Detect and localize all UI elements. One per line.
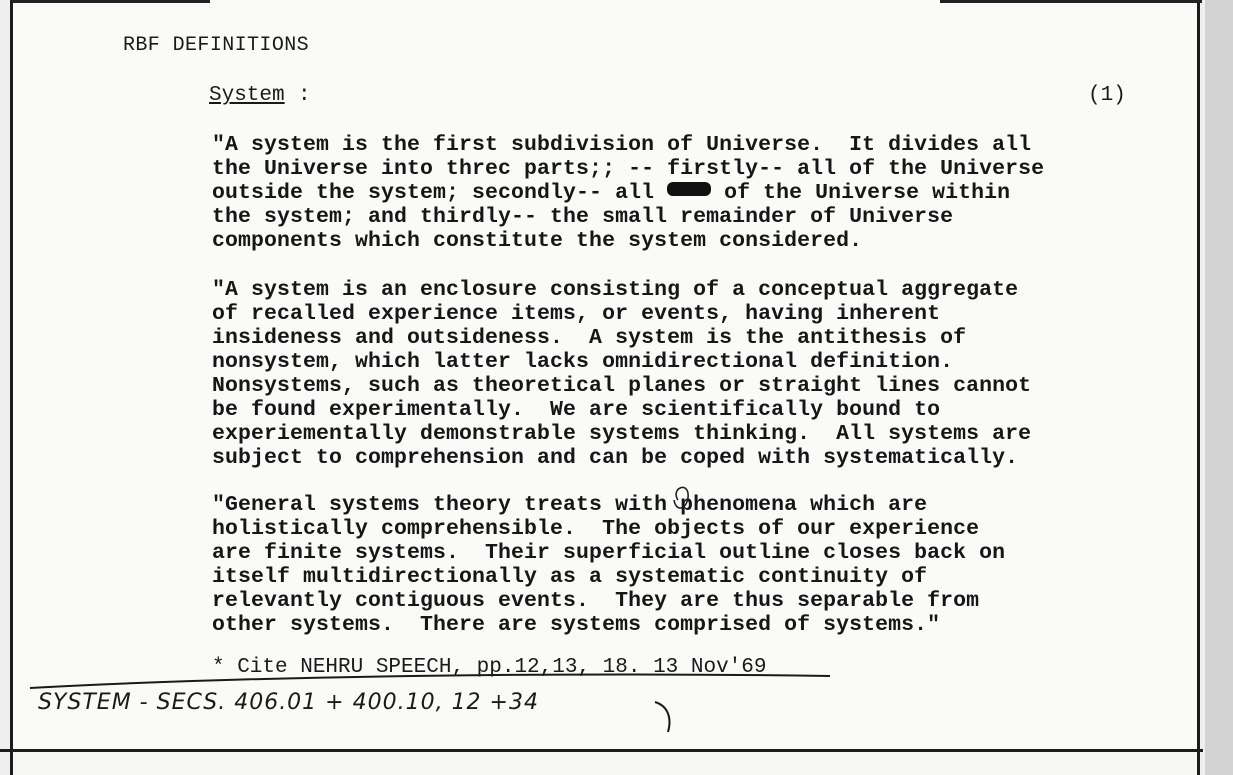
text-line: "A system is the first subdivision of Universe. It divides all	[212, 133, 1032, 157]
text-line: "A system is an enclosure consisting of a conceptual aggregate	[212, 278, 1019, 302]
text-line: the Universe into threc parts;; -- firstly-- all of the Universe	[212, 157, 1045, 181]
text-line: are finite systems. Their superficial outline closes back on	[212, 541, 1006, 565]
text-line: experiementally demonstrable systems thinking. All systems are	[212, 422, 1032, 446]
handwritten-note: SYSTEM - SECS. 406.01 + 400.10, 12 +34	[38, 690, 539, 715]
entry-index: (1)	[1088, 84, 1126, 107]
text-line: subject to comprehension and can be coped with systematically.	[212, 446, 1019, 470]
entry-term: System	[209, 84, 285, 107]
handwritten-loop-mark	[674, 487, 688, 508]
text-line: the system; and thirdly-- the small remainder of Universe	[212, 205, 954, 229]
text-line: holistically comprehensible. The objects of our experience	[212, 517, 980, 541]
handwritten-underline	[30, 675, 830, 689]
text-line: components which constitute the system considered.	[212, 229, 863, 253]
text-line: be found experimentally. We are scientifically bound to	[212, 398, 941, 422]
text-line: other systems. There are systems comprised of systems."	[212, 613, 941, 637]
handwritten-bracket	[655, 702, 669, 732]
text-line-part: of the Universe within	[711, 181, 1011, 205]
text-line: nonsystem, which latter lacks omnidirectional definition.	[212, 350, 954, 374]
entry-term-colon: :	[298, 84, 311, 107]
citation-line: * Cite NEHRU SPEECH, pp.12,13, 18. 13 Nov'69	[212, 656, 767, 679]
text-line-part: outside the system; secondly-- all	[212, 181, 668, 205]
text-line: itself multidirectionally as a systematic continuity of	[212, 565, 928, 589]
text-line: insideness and outsideness. A system is the antithesis of	[212, 326, 967, 350]
text-line: relevantly contiguous events. They are thus separable from	[212, 589, 980, 613]
text-line: of recalled experience items, or events, having inherent	[212, 302, 941, 326]
text-line: "General systems theory treats with phenomena which are	[212, 493, 928, 517]
card-header: RBF DEFINITIONS	[123, 34, 310, 57]
text-line: Nonsystems, such as theoretical planes or straight lines cannot	[212, 374, 1032, 398]
